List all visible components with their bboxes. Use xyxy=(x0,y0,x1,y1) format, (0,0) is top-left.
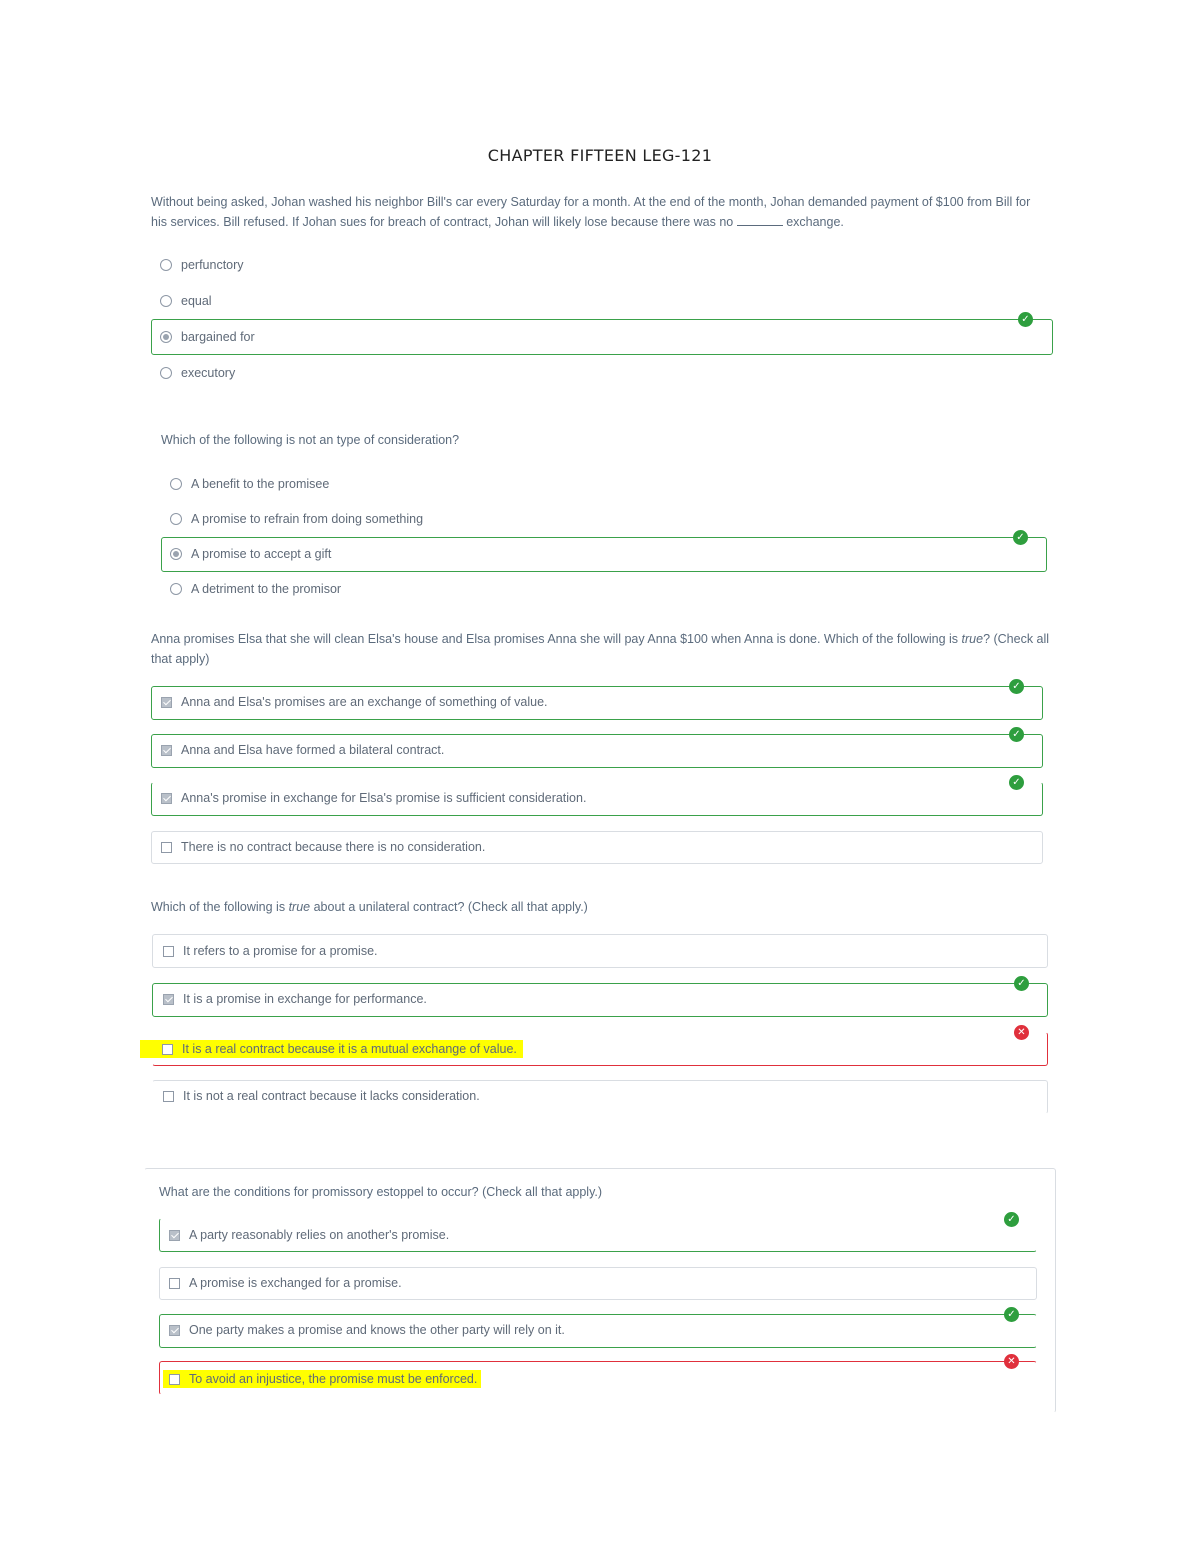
answer-blank xyxy=(737,213,783,226)
checkbox[interactable] xyxy=(162,1044,173,1055)
check-circle-icon: ✓ xyxy=(1004,1212,1019,1227)
q3-option-4[interactable]: There is no contract because there is no consideration. xyxy=(161,840,485,854)
x-circle-icon: ✕ xyxy=(1004,1354,1019,1369)
checkbox[interactable] xyxy=(163,946,174,957)
document-title: CHAPTER FIFTEEN LEG-121 xyxy=(487,146,713,165)
q2-option-3[interactable]: A promise to accept a gift xyxy=(170,547,331,561)
question-4-prompt: Which of the following is true about a unilateral contract? (Check all that apply.) xyxy=(151,900,588,914)
q1-option-1[interactable]: perfunctory xyxy=(160,258,244,272)
question-3-prompt: Anna promises Elsa that she will clean Elsa's house and Elsa promises Anna she will pay Anna $100 when Anna is done. Which of the following is true? (Check all that apply) xyxy=(151,632,1050,666)
checkbox[interactable] xyxy=(163,1091,174,1102)
radio-button-selected[interactable] xyxy=(170,548,182,560)
question-1-prompt: Without being asked, Johan washed his neighbor Bill's car every Saturday for a month. At the end of the month, Johan demanded payment of $100 from Bill for his services. Bill refused. If Johan sues for breach of contract, Johan will likely lose because there was no exchange. xyxy=(151,195,1031,229)
radio-button[interactable] xyxy=(170,478,182,490)
q4-option-4[interactable]: It is not a real contract because it lacks consideration. xyxy=(163,1089,480,1103)
q3-option-3[interactable]: Anna's promise in exchange for Elsa's promise is sufficient consideration. xyxy=(161,791,586,805)
q2-option-2[interactable]: A promise to refrain from doing something xyxy=(170,512,423,526)
q1-option-3[interactable]: bargained for xyxy=(160,330,255,344)
x-circle-icon: ✕ xyxy=(1014,1025,1029,1040)
q1-correct-answer-box xyxy=(151,319,1053,355)
checkbox-checked[interactable] xyxy=(169,1325,180,1336)
check-circle-icon: ✓ xyxy=(1018,312,1033,327)
highlighted-answer: It is a real contract because it is a mutual exchange of value. xyxy=(140,1040,523,1058)
q1-option-2[interactable]: equal xyxy=(160,294,212,308)
q5-option-2[interactable]: A promise is exchanged for a promise. xyxy=(169,1276,402,1290)
check-circle-icon: ✓ xyxy=(1009,727,1024,742)
checkbox-checked[interactable] xyxy=(161,745,172,756)
check-circle-icon: ✓ xyxy=(1009,679,1024,694)
checkbox-checked[interactable] xyxy=(161,793,172,804)
q3-option-2[interactable]: Anna and Elsa have formed a bilateral contract. xyxy=(161,743,444,757)
q5-option-4[interactable] xyxy=(163,1370,481,1388)
radio-button[interactable] xyxy=(170,513,182,525)
q5-option-3[interactable]: One party makes a promise and knows the other party will rely on it. xyxy=(169,1323,565,1337)
q1-option-4[interactable]: executory xyxy=(160,366,235,380)
checkbox[interactable] xyxy=(169,1374,180,1385)
radio-button[interactable] xyxy=(160,259,172,271)
q3-option-1[interactable]: Anna and Elsa's promises are an exchange of something of value. xyxy=(161,695,548,709)
question-2-prompt: Which of the following is not an type of consideration? xyxy=(161,433,460,447)
q4-option-3[interactable] xyxy=(140,1040,523,1058)
check-circle-icon: ✓ xyxy=(1004,1307,1019,1322)
checkbox-checked[interactable] xyxy=(161,697,172,708)
check-circle-icon: ✓ xyxy=(1009,775,1024,790)
q4-option-2[interactable]: It is a promise in exchange for performance. xyxy=(163,992,427,1006)
radio-button[interactable] xyxy=(160,295,172,307)
checkbox[interactable] xyxy=(161,842,172,853)
radio-button-selected[interactable] xyxy=(160,331,172,343)
highlighted-answer: To avoid an injustice, the promise must be enforced. xyxy=(163,1370,481,1388)
q2-option-4[interactable]: A detriment to the promisor xyxy=(170,582,341,596)
radio-button[interactable] xyxy=(160,367,172,379)
question-5-prompt: What are the conditions for promissory estoppel to occur? (Check all that apply.) xyxy=(159,1185,603,1199)
q5-option-1[interactable]: A party reasonably relies on another's promise. xyxy=(169,1228,449,1242)
checkbox-checked[interactable] xyxy=(163,994,174,1005)
check-circle-icon: ✓ xyxy=(1014,976,1029,991)
checkbox[interactable] xyxy=(169,1278,180,1289)
q2-option-1[interactable]: A benefit to the promisee xyxy=(170,477,329,491)
check-circle-icon: ✓ xyxy=(1013,530,1028,545)
radio-button[interactable] xyxy=(170,583,182,595)
checkbox-checked[interactable] xyxy=(169,1230,180,1241)
q4-option-1[interactable]: It refers to a promise for a promise. xyxy=(163,944,378,958)
